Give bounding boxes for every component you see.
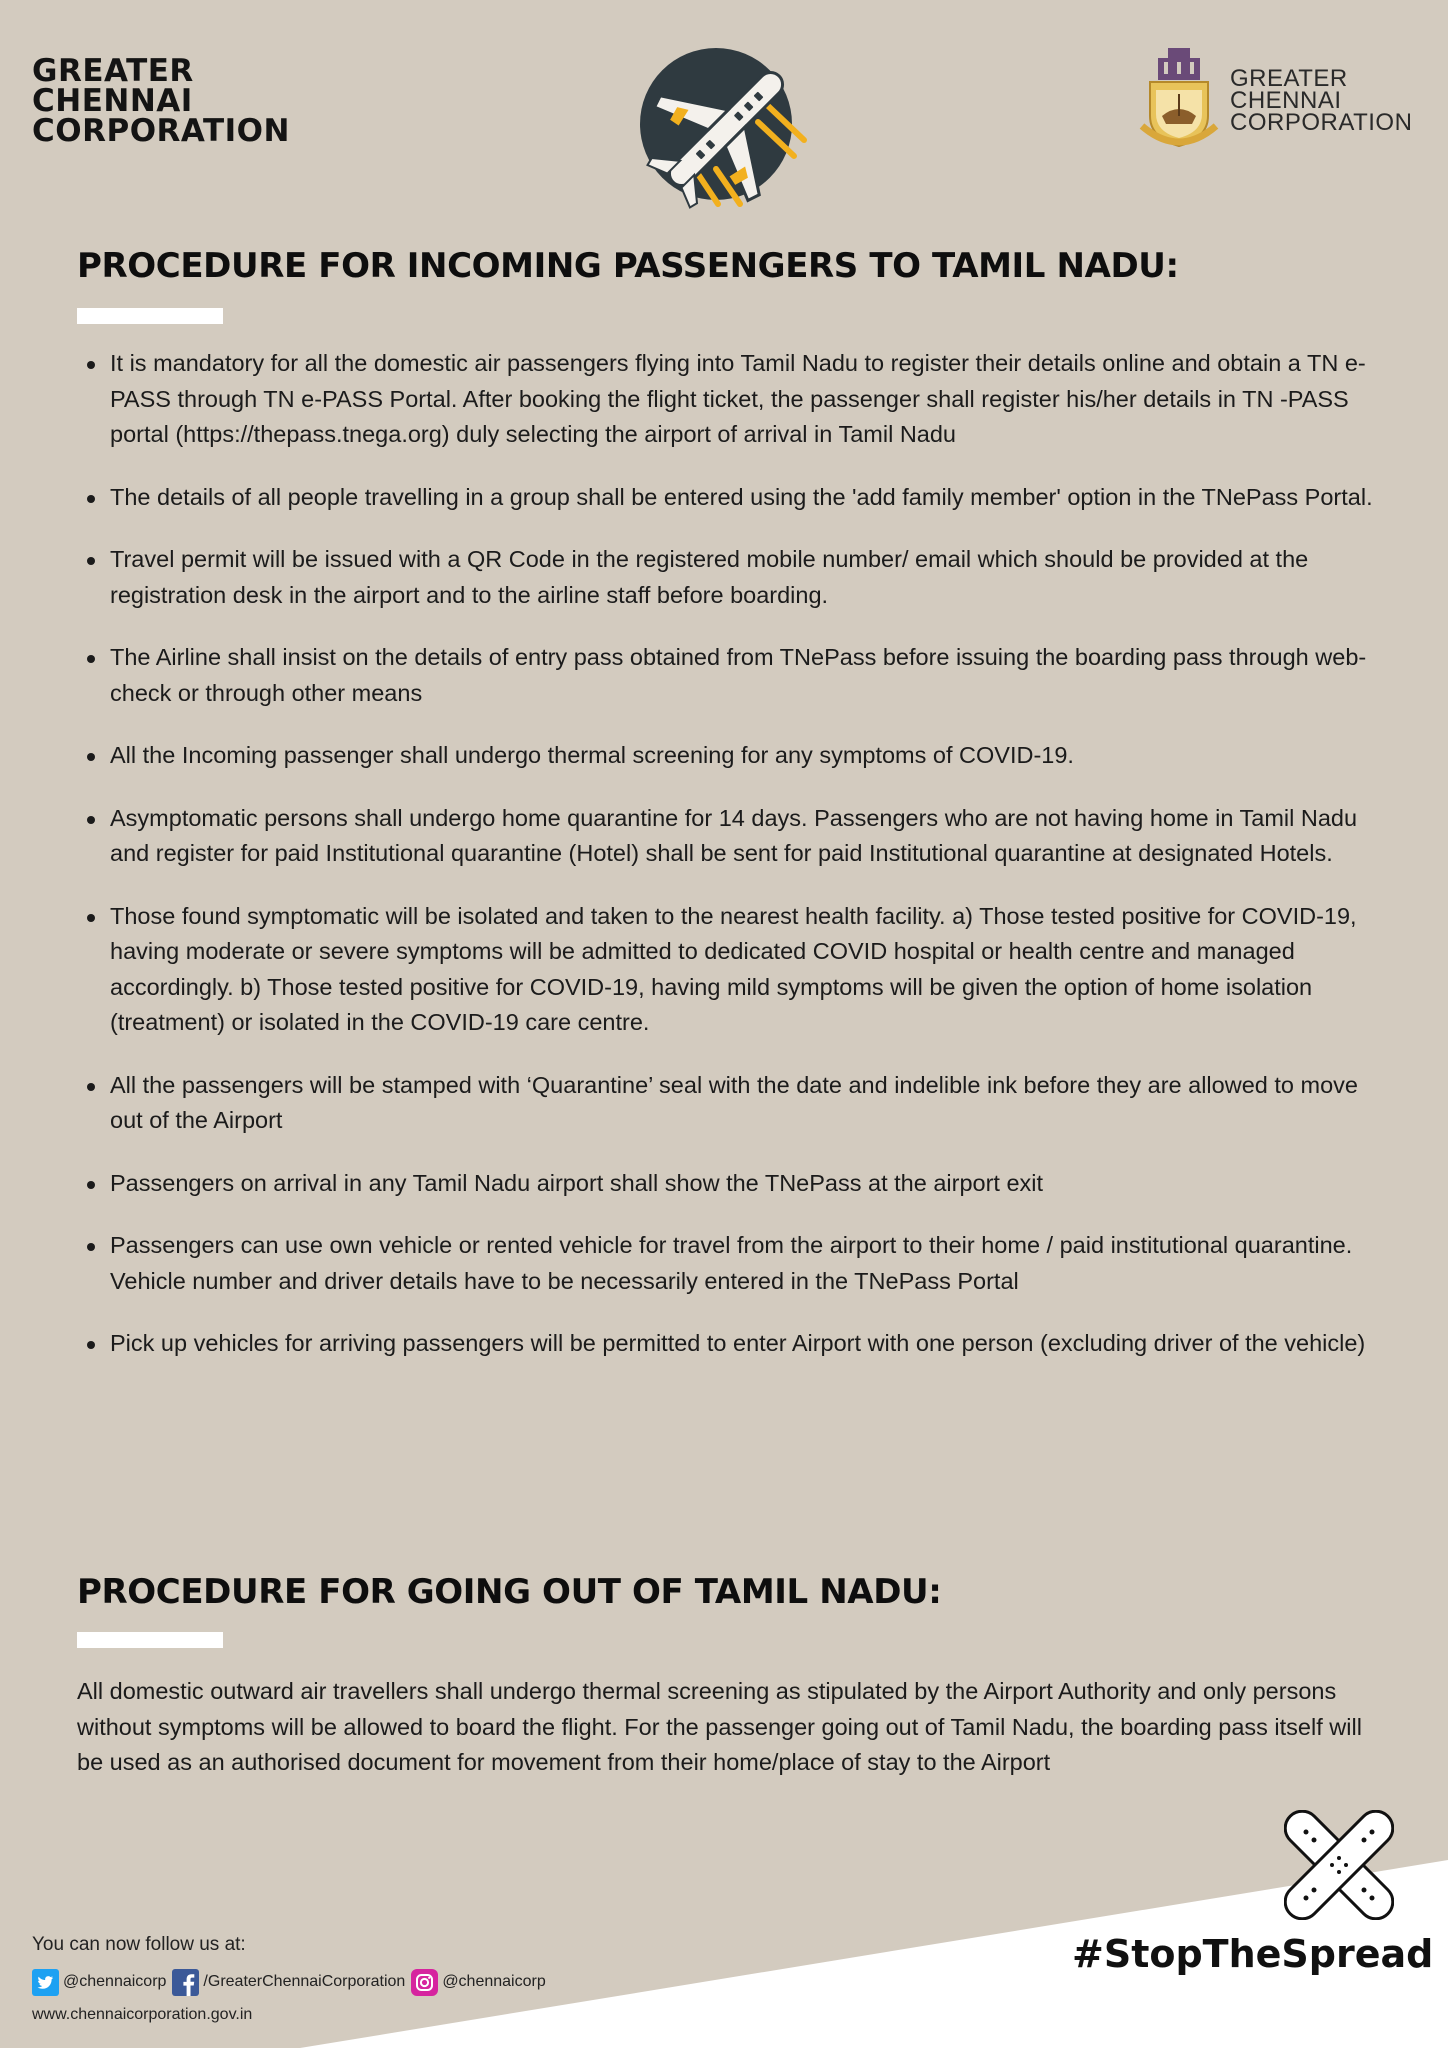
list-item: The Airline shall insist on the details of entry pass obtained from TNePass before issuing the boarding pass through web-check or through other means <box>77 640 1377 711</box>
crossed-bandage-icon <box>1284 1810 1394 1920</box>
list-item: Passengers can use own vehicle or rented vehicle for travel from the airport to their home / paid institutional quarantine. Vehicle number and driver details have to be necessarily entered in the TNePass Portal <box>77 1228 1377 1299</box>
brand-right <box>1230 65 1413 136</box>
brand-right-line: CHENNAI <box>1230 87 1342 114</box>
list-item: Those found symptomatic will be isolated and taken to the nearest health facility. a) Those tested positive for COVID-19, having moderate or severe symptoms will be admitted to dedicated COVID hospital or health centre and managed accordingly. b) Those tested positive for COVID-19, having mild symptoms will be given the option of home isolation (treatment) or isolated in the COVID-19 care centre. <box>77 899 1377 1041</box>
website-link[interactable]: www.chennaicorporation.gov.in <box>32 2006 253 2023</box>
instagram-handle[interactable]: @chennaicorp <box>442 1973 546 1990</box>
incoming-procedure-list <box>77 346 1377 1389</box>
list-item: Asymptomatic persons shall undergo home quarantine for 14 days. Passengers who are not having home in Tamil Nadu and register for paid Institutional quarantine (Hotel) shall be sent for paid Institutional quarantine at designated Hotels. <box>77 801 1377 872</box>
social-links <box>32 1968 552 1996</box>
list-item: All the Incoming passenger shall undergo thermal screening for any symptoms of COVID-19. <box>77 738 1377 774</box>
facebook-icon[interactable] <box>172 1969 199 1996</box>
list-item: Passengers on arrival in any Tamil Nadu airport shall show the TNePass at the airport exit <box>77 1166 1377 1202</box>
airplane-icon <box>636 44 816 214</box>
follow-label: You can now follow us at: <box>32 1934 246 1955</box>
brand-left-line: CORPORATION <box>32 113 290 149</box>
list-item: Pick up vehicles for arriving passengers will be permitted to enter Airport with one person (excluding driver of the vehicle) <box>77 1326 1377 1362</box>
heading-underline <box>77 308 223 324</box>
twitter-handle[interactable]: @chennaicorp <box>63 1973 167 1990</box>
list-item: Travel permit will be issued with a QR Code in the registered mobile number/ email which should be provided at the registration desk in the airport and to the airline staff before boarding. <box>77 542 1377 613</box>
hashtag: #StopTheSpread <box>1072 1932 1434 1976</box>
instagram-icon[interactable] <box>411 1969 438 1996</box>
list-item: All the passengers will be stamped with ‘Quarantine’ seal with the date and indelible ink before they are allowed to move out of the Airport <box>77 1068 1377 1139</box>
facebook-handle[interactable]: /GreaterChennaiCorporation <box>203 1973 406 1990</box>
incoming-heading: PROCEDURE FOR INCOMING PASSENGERS TO TAMIL NADU: <box>77 246 1179 286</box>
twitter-icon[interactable] <box>32 1969 59 1996</box>
list-item: The details of all people travelling in a group shall be entered using the 'add family member' option in the TNePass Portal. <box>77 480 1377 516</box>
brand-right-line: GREATER <box>1230 65 1348 92</box>
outgoing-heading: PROCEDURE FOR GOING OUT OF TAMIL NADU: <box>77 1572 942 1612</box>
heading-underline <box>77 1632 223 1648</box>
outgoing-paragraph: All domestic outward air travellers shall undergo thermal screening as stipulated by the Airport Authority and only persons without symptoms will be allowed to board the flight. For the passenger going out of Tamil Nadu, the boarding pass itself will be used as an authorised document for movement from their home/place of stay to the Airport <box>77 1678 1362 1775</box>
brand-right-line: CORPORATION <box>1230 109 1413 136</box>
corporation-seal-icon <box>1138 46 1220 158</box>
list-item: It is mandatory for all the domestic air passengers flying into Tamil Nadu to register their details online and obtain a TN e-PASS through TN e-PASS Portal. After booking the flight ticket, the passenger shall register his/her details in TN -PASS portal (https://thepass.tnega.org) duly selecting the airport of arrival in Tamil Nadu <box>77 346 1377 453</box>
brand-left-line: CHENNAI <box>32 83 193 119</box>
brand-left-line: GREATER <box>32 53 194 89</box>
brand-left <box>32 53 290 149</box>
